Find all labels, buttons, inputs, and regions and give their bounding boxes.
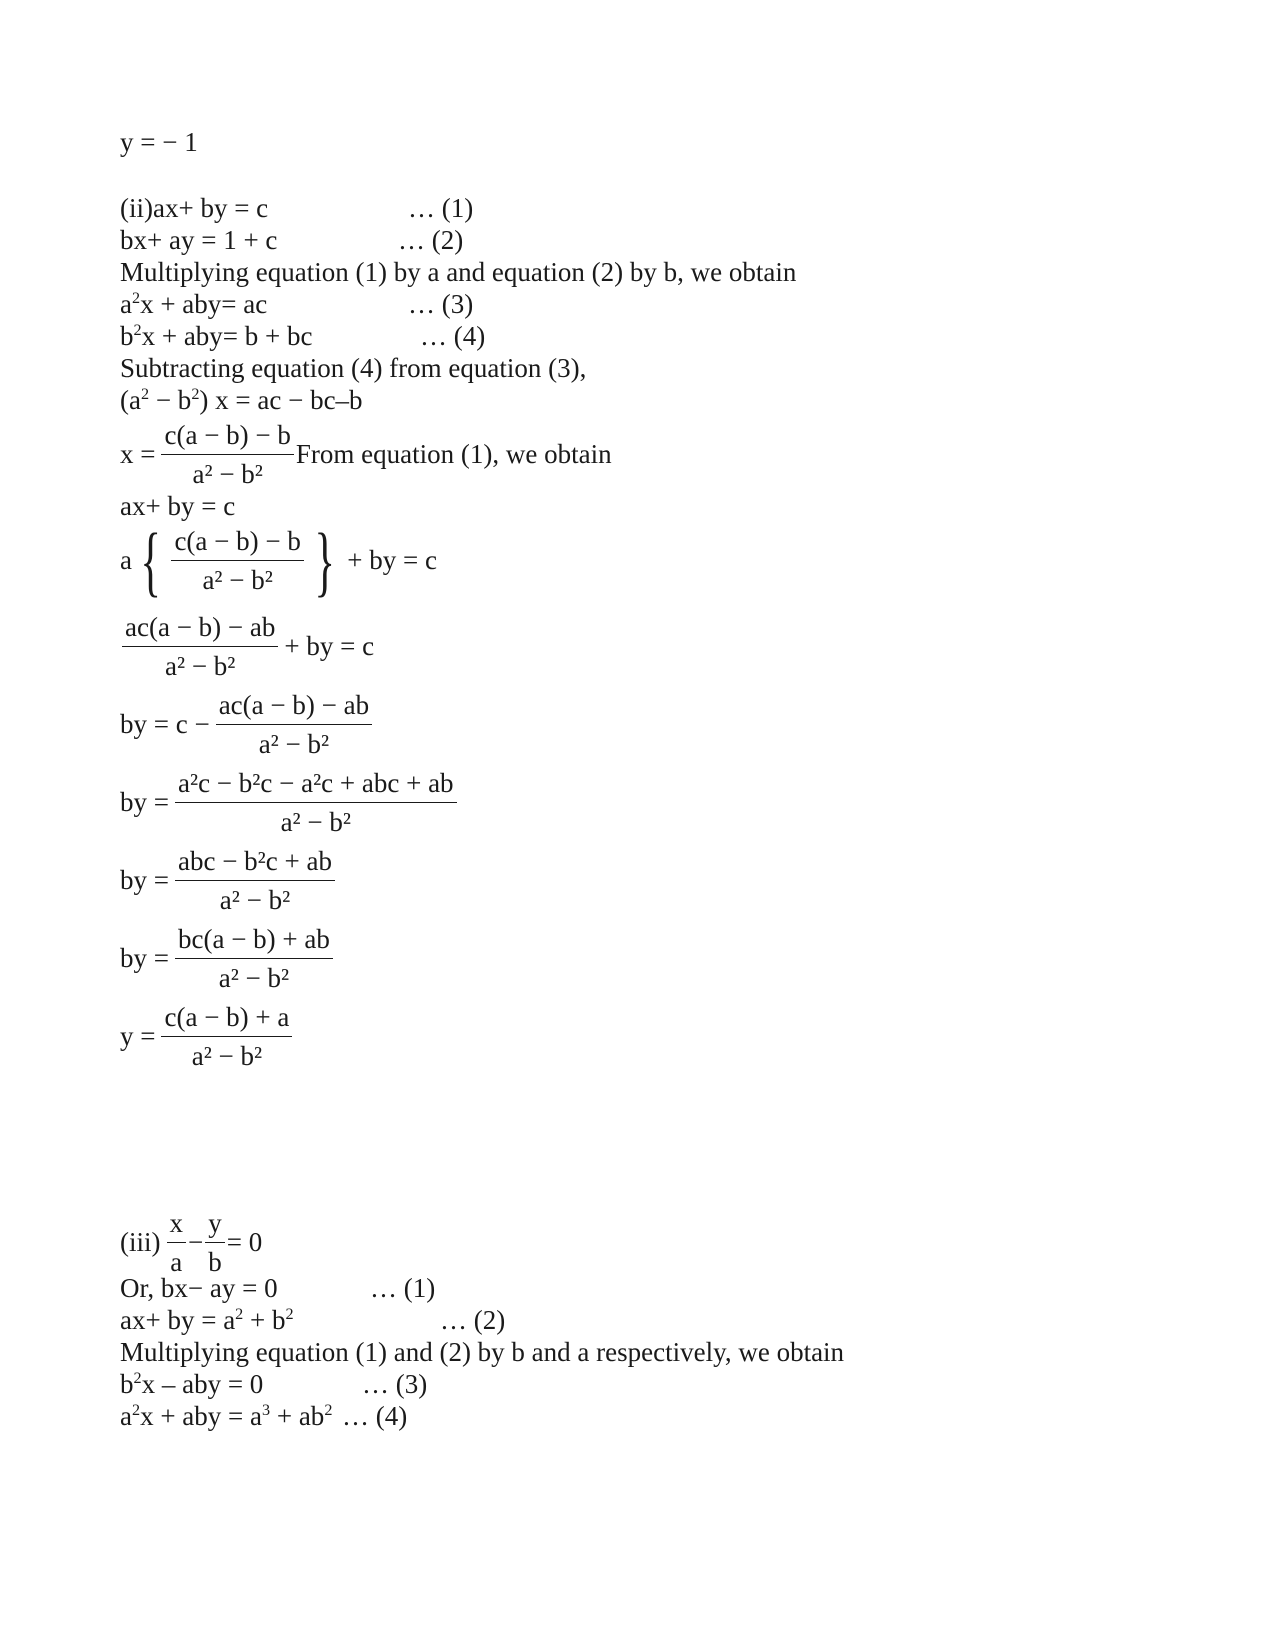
eq4-base: b <box>120 321 134 351</box>
right-brace-icon: } <box>314 516 335 604</box>
part-label: (iii) <box>120 1227 161 1257</box>
ii-axby-restated: ax+ by = c <box>120 491 236 521</box>
ii-equation-4 <box>120 320 313 352</box>
substitution-step-5 <box>120 844 337 917</box>
substitution-step-6 <box>120 922 335 995</box>
iii-tag-1: … (1) <box>370 1273 436 1303</box>
fraction <box>161 418 293 491</box>
fraction-y-over-b <box>205 1206 225 1279</box>
eq3-rest: x – aby = 0 <box>141 1369 264 1399</box>
numerator: a²c − b²c − a²c + abc + ab <box>175 766 457 803</box>
eq4-part-c: + ab <box>270 1401 325 1431</box>
formula-rhs: + by = c <box>347 545 437 575</box>
formula-lhs: by = c − <box>120 709 210 739</box>
ii-tag-4: … (4) <box>420 321 486 351</box>
eq2-part-b: + b <box>243 1305 286 1335</box>
formula-rhs: = 0 <box>226 1227 263 1257</box>
coefficient-a: a <box>120 545 132 575</box>
denominator: a² − b² <box>164 651 236 681</box>
eq4-base: a <box>120 1401 132 1431</box>
fraction <box>175 766 457 839</box>
ii-equation-2: bx+ ay = 1 + c <box>120 225 278 255</box>
numerator: c(a − b) − b <box>161 418 293 455</box>
ii-tag-1: … (1) <box>408 193 474 223</box>
superscript: 2 <box>131 289 141 307</box>
superscript: 2 <box>191 385 200 403</box>
eq4-part-b: x + aby = a <box>140 1401 262 1431</box>
denominator: a² − b² <box>219 885 291 915</box>
fraction <box>175 844 335 917</box>
iii-equation <box>120 1206 262 1279</box>
from-equation-text: From equation (1), we obtain <box>295 439 612 469</box>
superscript: 3 <box>262 1401 271 1419</box>
formula-lhs: y = <box>120 1021 156 1051</box>
ii-equation-1: (ii)ax+ by = c <box>120 193 269 223</box>
substitution-step-2 <box>120 610 374 683</box>
numerator: x <box>167 1206 187 1243</box>
denominator: a² − b² <box>258 729 330 759</box>
ii-difference-equation <box>120 384 363 416</box>
iii-equation-3 <box>120 1368 263 1400</box>
denominator: a² − b² <box>218 963 290 993</box>
superscript: 2 <box>133 1369 142 1387</box>
superscript: 2 <box>324 1401 333 1419</box>
formula-lhs: by = <box>120 865 169 895</box>
fraction <box>161 1000 292 1073</box>
numerator: abc − b²c + ab <box>175 844 335 881</box>
denominator: b <box>208 1247 222 1277</box>
formula-lhs: by = <box>120 787 169 817</box>
ii-equation-3 <box>120 288 267 320</box>
substitution-step-3 <box>120 688 374 761</box>
ii-multiplying-text: Multiplying equation (1) by a and equation (2) by b, we obtain <box>120 257 797 287</box>
diff-part-a: (a <box>120 385 141 415</box>
iii-equation-2 <box>120 1304 294 1336</box>
numerator: y <box>205 1206 225 1243</box>
superscript: 2 <box>235 1305 244 1323</box>
numerator: ac(a − b) − ab <box>216 688 372 725</box>
substitution-step-4 <box>120 766 459 839</box>
eq2-part-a: ax+ by = a <box>120 1305 236 1335</box>
iii-tag-2: … (2) <box>440 1305 506 1335</box>
diff-part-c: ) x = ac − bc–b <box>199 385 363 415</box>
minus-sign: − <box>188 1227 204 1257</box>
denominator: a² − b² <box>192 459 263 489</box>
fraction-x-over-a <box>167 1206 187 1279</box>
ii-tag-3: … (3) <box>408 289 474 319</box>
eq4-rest: x + aby= b + bc <box>141 321 313 351</box>
iii-equation-4 <box>120 1400 332 1432</box>
line-y-equals-minus-one: y = − 1 <box>120 127 198 157</box>
eq3-base: b <box>120 1369 134 1399</box>
formula-lhs: by = <box>120 943 169 973</box>
superscript: 2 <box>285 1305 294 1323</box>
ii-subtracting-text: Subtracting equation (4) from equation (3), <box>120 353 587 383</box>
eq3-rest: x + aby= ac <box>140 289 268 319</box>
iii-tag-4: … (4) <box>342 1401 408 1431</box>
superscript: 2 <box>131 1401 141 1419</box>
iii-tag-3: … (3) <box>362 1369 428 1399</box>
numerator: c(a − b) − b <box>171 524 303 561</box>
diff-part-b: − b <box>149 385 192 415</box>
formula-rhs: + by = c <box>284 631 375 661</box>
numerator: c(a − b) + a <box>161 1000 292 1037</box>
left-brace-icon: { <box>140 516 162 604</box>
numerator: bc(a − b) + ab <box>175 922 333 959</box>
fraction <box>171 524 303 597</box>
substitution-step-1 <box>120 516 437 604</box>
denominator: a² − b² <box>202 565 273 595</box>
formula-lhs: x = <box>120 439 156 469</box>
iii-equation-1: Or, bx− ay = 0 <box>120 1273 278 1303</box>
eq3-base: a <box>120 289 132 319</box>
iii-multiplying-text: Multiplying equation (1) and (2) by b and a respectively, we obtain <box>120 1337 845 1367</box>
fraction <box>122 610 278 683</box>
fraction <box>175 922 333 995</box>
fraction <box>216 688 372 761</box>
y-solution-formula <box>120 1000 294 1073</box>
ii-tag-2: … (2) <box>398 225 464 255</box>
superscript: 2 <box>140 385 150 403</box>
x-solution-formula <box>120 418 612 491</box>
denominator: a <box>170 1247 183 1277</box>
numerator: ac(a − b) − ab <box>122 610 278 647</box>
superscript: 2 <box>133 321 142 339</box>
denominator: a² − b² <box>280 807 351 837</box>
denominator: a² − b² <box>191 1041 263 1071</box>
